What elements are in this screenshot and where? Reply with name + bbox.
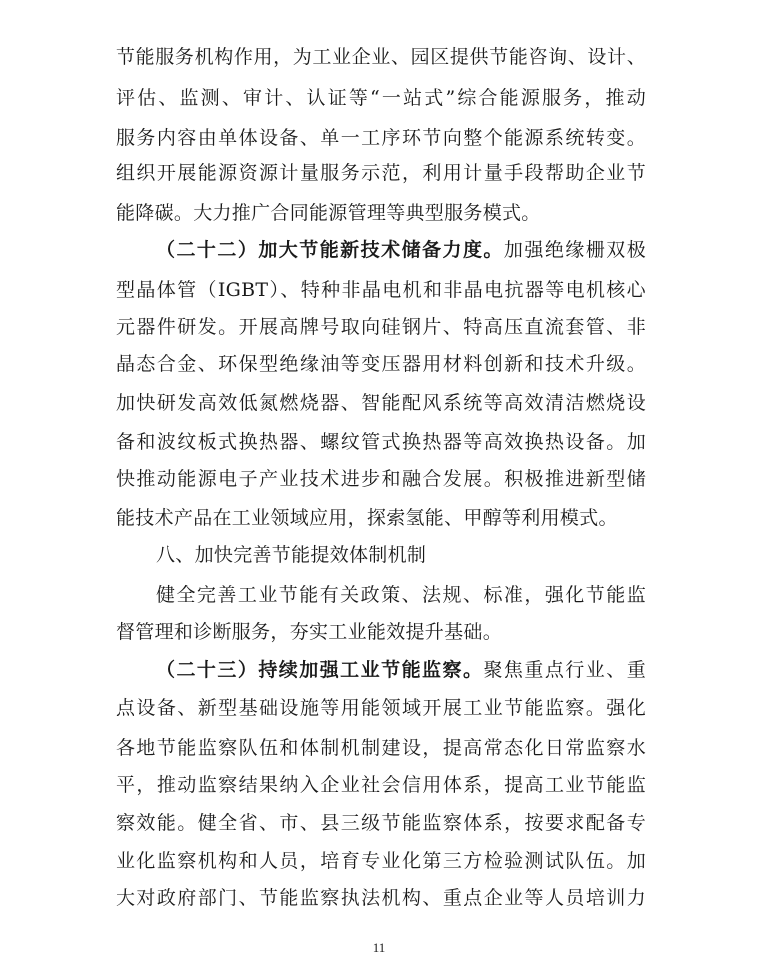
text-line: 元器件研发。开展高牌号取向硅钢片、特高压直流套管、非 xyxy=(116,316,646,338)
text-line: 大对政府部门、节能监察执法机构、重点企业等人员培训力 xyxy=(116,887,646,909)
text-line: 督管理和诊断服务，夯实工业能效提升基础。 xyxy=(116,621,503,643)
text-line: 各地节能监察队伍和体制机制建设，提高常态化日常监察水 xyxy=(116,737,646,759)
text-line: 节能服务机构作用，为工业企业、园区提供节能咨询、设计、 xyxy=(116,46,646,68)
text-line: 组织开展能源资源计量服务示范，利用计量手段帮助企业节 xyxy=(116,162,646,184)
text-line: 健全完善工业节能有关政策、法规、标准，强化节能监 xyxy=(156,584,646,606)
text-line: 服务内容由单体设备、单一工序环节向整个能源系统转变。 xyxy=(116,127,646,149)
page-number: 11 xyxy=(372,940,386,955)
paragraph-23-first-line xyxy=(156,655,646,686)
section-heading: 八、加快完善节能提效体制机制 xyxy=(156,544,427,566)
text-line: 快推动能源电子产业技术进步和融合发展。积极推进新型储 xyxy=(116,468,646,490)
text-line: 察效能。健全省、市、县三级节能监察体系，按要求配备专 xyxy=(116,812,646,834)
text-line: 能降碳。大力推广合同能源管理等典型服务模式。 xyxy=(116,202,541,224)
text-line: 点设备、新型基础设施等用能领域开展工业节能监察。强化 xyxy=(116,697,646,719)
text-line: 加快研发高效低氮燃烧器、智能配风系统等高效清洁燃烧设 xyxy=(116,392,646,414)
paragraph-23-heading: （二十三）持续加强工业节能监察。 xyxy=(156,659,484,681)
text-line: 评估、监测、审计、认证等“一站式”综合能源服务，推动 xyxy=(116,87,646,109)
text-line: 能技术产品在工业领域应用，探索氢能、甲醇等利用模式。 xyxy=(116,507,618,529)
paragraph-22-text: 加强绝缘栅双极 xyxy=(503,239,646,261)
text-line: 晶态合金、环保型绝缘油等变压器用材料创新和技术升级。 xyxy=(116,353,646,375)
text-line: 备和波纹板式换热器、螺纹管式换热器等高效换热设备。加 xyxy=(116,431,646,453)
text-line: 型晶体管（IGBT）、特种非晶电机和非晶电抗器等电机核心 xyxy=(116,279,646,301)
text-line: 平，推动监察结果纳入企业社会信用体系，提高工业节能监 xyxy=(116,774,646,796)
paragraph-23-text: 聚焦重点行业、重 xyxy=(483,659,646,681)
paragraph-22-heading: （二十二）加大节能新技术储备力度。 xyxy=(156,239,504,261)
text-line: 业化监察机构和人员，培育专业化第三方检验测试队伍。加 xyxy=(116,850,646,872)
paragraph-22-first-line xyxy=(156,235,646,266)
